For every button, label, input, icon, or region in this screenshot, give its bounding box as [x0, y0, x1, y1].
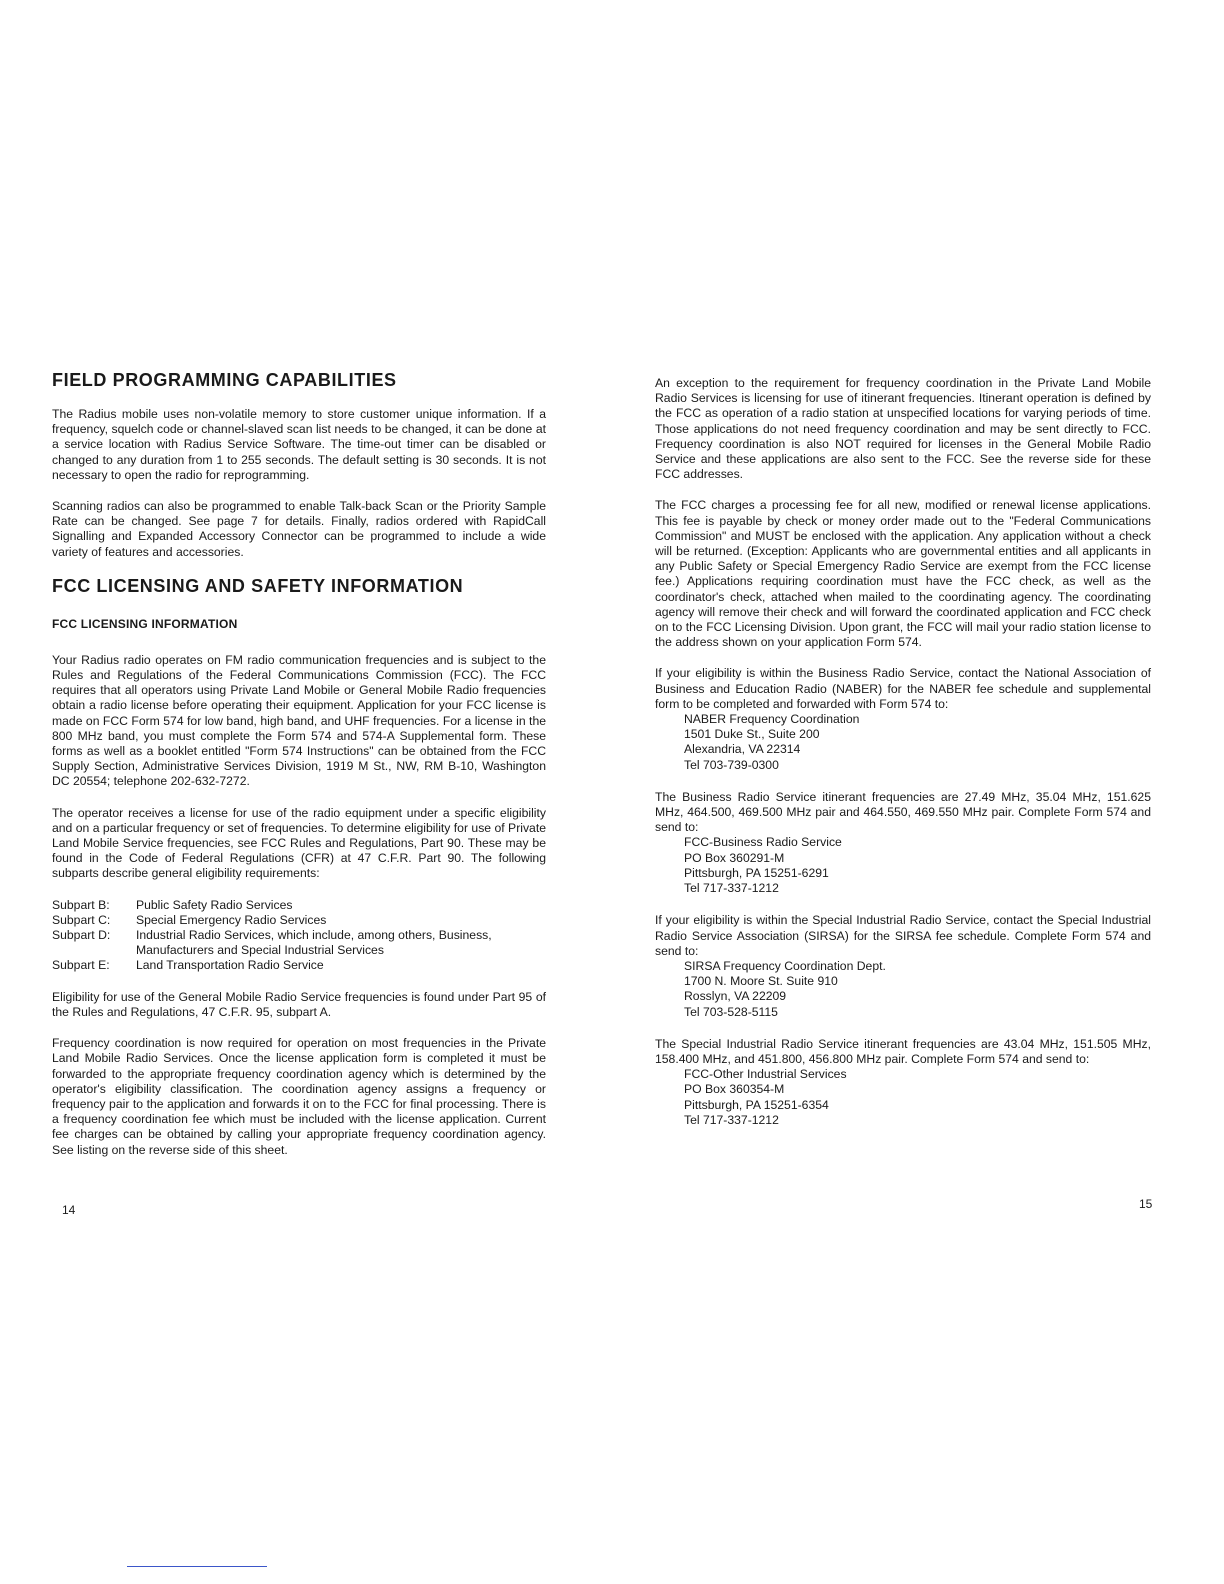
address-line: NABER Frequency Coordination [684, 712, 860, 727]
subpart-text: Land Transportation Radio Service [136, 958, 324, 973]
subpart-label: Subpart C: [52, 912, 111, 927]
address-line: Tel 703-528-5115 [684, 1004, 778, 1019]
subpart-row [52, 898, 546, 913]
fcc-licensing-subheading: FCC LICENSING INFORMATION [52, 616, 238, 631]
business-itinerant-paragraph: The Business Radio Service itinerant frequencies are 27.49 MHz, 35.04 MHz, 151.625 MHz, 464.500, 469.500 MHz pair and 464.550, 469.550 MHz pair. Complete Form 574 and send to: [655, 789, 1151, 835]
subpart-row [52, 928, 546, 958]
subpart-text: Industrial Radio Services, which include, among others, Business, Manufacturers and Special Industrial Services [136, 928, 492, 958]
address-line: SIRSA Frequency Coordination Dept. [684, 958, 886, 973]
left-page [52, 370, 546, 1174]
address-line: FCC-Other Industrial Services [684, 1067, 847, 1082]
special-industrial-itinerant-paragraph: The Special Industrial Radio Service itinerant frequencies are 43.04 MHz, 151.505 MHz, 158.400 MHz, and 451.800, 456.800 MHz pair. Complete Form 574 and send to: [655, 1036, 1151, 1066]
licensing-paragraph-2: The operator receives a license for use of the radio equipment under a specific eligibility and on a particular frequency or set of frequencies. To determine eligibility for use of Private Land Mobile Service frequencies, see FCC Rules and Regulations, Part 90. These may be found in the Code of Federal Regulations (CFR) at 47 C.F.R. Part 90. The following subparts describe general eligibility requirements: [52, 805, 546, 881]
itinerant-exception-paragraph: An exception to the requirement for frequency coordination in the Private Land Mobile Radio Services is licensing for use of itinerant frequencies. Itinerant operation is defined by the FCC as operation of a radio station at unspecified locations for varying periods of time. Those applications do not need frequency coordination and may be sent directly to FCC. Frequency coordination is also NOT required for licenses in the General Mobile Radio Service and these applications are also sent to the FCC. See the reverse side for these FCC addresses. [655, 376, 1151, 482]
address-line: Tel 703-739-0300 [684, 757, 779, 772]
subpart-row [52, 913, 546, 928]
address-line: Rosslyn, VA 22209 [684, 989, 787, 1004]
fcc-business-address [684, 835, 1151, 896]
address-line: Tel 717-337-1212 [684, 1112, 779, 1127]
address-line: PO Box 360291-M [684, 850, 785, 865]
subpart-label: Subpart E: [52, 958, 110, 973]
fcc-licensing-safety-heading: FCC LICENSING AND SAFETY INFORMATION [52, 575, 464, 596]
sirsa-address [684, 959, 1151, 1020]
licensing-paragraph-1: Your Radius radio operates on FM radio communication frequencies and is subject to the Rules and Regulations of the Federal Communications Commission (FCC). The FCC requires that all operators using Private Land Mobile or General Mobile Radio frequencies obtain a radio license before operating their equipment. Application for your FCC license is made on FCC Form 574 for low band, high band, and UHF frequencies. For a license in the 800 MHz band, you must complete the Form 574 and 574-A Supplemental form. These forms as well as a booklet entitled "Form 574 Instructions" can be obtained from the FCC Supply Section, Administrative Services Division, 1919 M St., NW, RM B-10, Washington DC 20554; telephone 202-632-7272. [52, 652, 546, 789]
naber-address [684, 712, 1151, 773]
subpart-label: Subpart B: [52, 897, 110, 912]
business-radio-paragraph: If your eligibility is within the Business Radio Service, contact the National Association of Business and Education Radio (NABER) for the NABER fee schedule and supplemental form to be completed and forwarded with Form 574 to: [655, 666, 1151, 711]
subpart-label: Subpart D: [52, 928, 111, 943]
address-line: 1700 N. Moore St. Suite 910 [684, 974, 838, 989]
special-industrial-paragraph: If your eligibility is within the Special Industrial Radio Service, contact the Special Industrial Radio Service Association (SIRSA) for the SIRSA fee schedule. Complete Form 574 and send to: [655, 913, 1151, 958]
address-line: 1501 Duke St., Suite 200 [684, 727, 820, 742]
address-line: Tel 717-337-1212 [684, 881, 779, 896]
address-line: FCC-Business Radio Service [684, 835, 842, 850]
field-programming-paragraph-2: Scanning radios can also be programmed to enable Talk-back Scan or the Priority Sample Rate can be changed. See page 7 for details. Finally, radios ordered with RapidCall Signalling and Expanded Accessory Connector can be programmed to include a wide variety of features and accessories. [52, 499, 546, 559]
licensing-paragraph-4: Frequency coordination is now required for operation on most frequencies in the Private Land Mobile Radio Services. Once the license application form is completed it must be forwarded to the appropriate frequency coordination agency which is determined by the operator's eligibility classification. The coordination agency assigns a frequency or frequency pair to the application and forwards it on to the FCC for final processing. There is a frequency coordination fee which must be included with the license application. Current fee charges can be obtained by calling your appropriate frequency coordination agency. See listing on the reverse side of this sheet. [52, 1036, 546, 1157]
subpart-text: Special Emergency Radio Services [136, 912, 327, 927]
processing-fee-paragraph: The FCC charges a processing fee for all new, modified or renewal license applications. This fee is payable by check or money order made out to the "Federal Communications Commission" and MUST be enclosed with the application. Any application without a check will be returned. (Exception: Applicants who are governmental entities and all applicants in any Public Safety or Special Emergency Radio Service are exempt from the FCC license fee.) Applications requiring coordination must have the FCC check, as well as the coordinator's check, attached when mailed to the coordinating agency. The coordinating agency will remove their check and will forward the coordinated application and FCC check on to the FCC Licensing Division. Upon grant, the FCC will mail your radio station license to the address shown on your application Form 574. [655, 498, 1151, 650]
subpart-text: Public Safety Radio Services [136, 897, 293, 912]
page-number-right: 15 [1139, 1197, 1153, 1211]
address-line: Pittsburgh, PA 15251-6291 [684, 865, 829, 880]
field-programming-paragraph-1: The Radius mobile uses non-volatile memory to store customer unique information. If a frequency, squelch code or channel-slaved scan list needs to be changed, it can be done at a service location with Radius Service Software. The time-out timer can be disabled or changed to any duration from 1 to 255 seconds. The default setting is 30 seconds. It is not necessary to open the radio for reprogramming. [52, 407, 546, 482]
subparts-list [52, 898, 546, 974]
field-programming-heading: FIELD PROGRAMMING CAPABILITIES [52, 370, 397, 390]
subpart-row [52, 958, 546, 973]
right-page [655, 376, 1151, 1145]
licensing-paragraph-3: Eligibility for use of the General Mobile Radio Service frequencies is found under Part 95 of the Rules and Regulations, 47 C.F.R. 95, subpart A. [52, 989, 546, 1019]
address-line: Pittsburgh, PA 15251-6354 [684, 1097, 829, 1112]
page-number-left: 14 [62, 1203, 76, 1217]
fcc-other-industrial-address [684, 1067, 1151, 1128]
bottom-rule [127, 1566, 267, 1567]
address-line: PO Box 360354-M [684, 1082, 785, 1097]
address-line: Alexandria, VA 22314 [684, 742, 801, 757]
